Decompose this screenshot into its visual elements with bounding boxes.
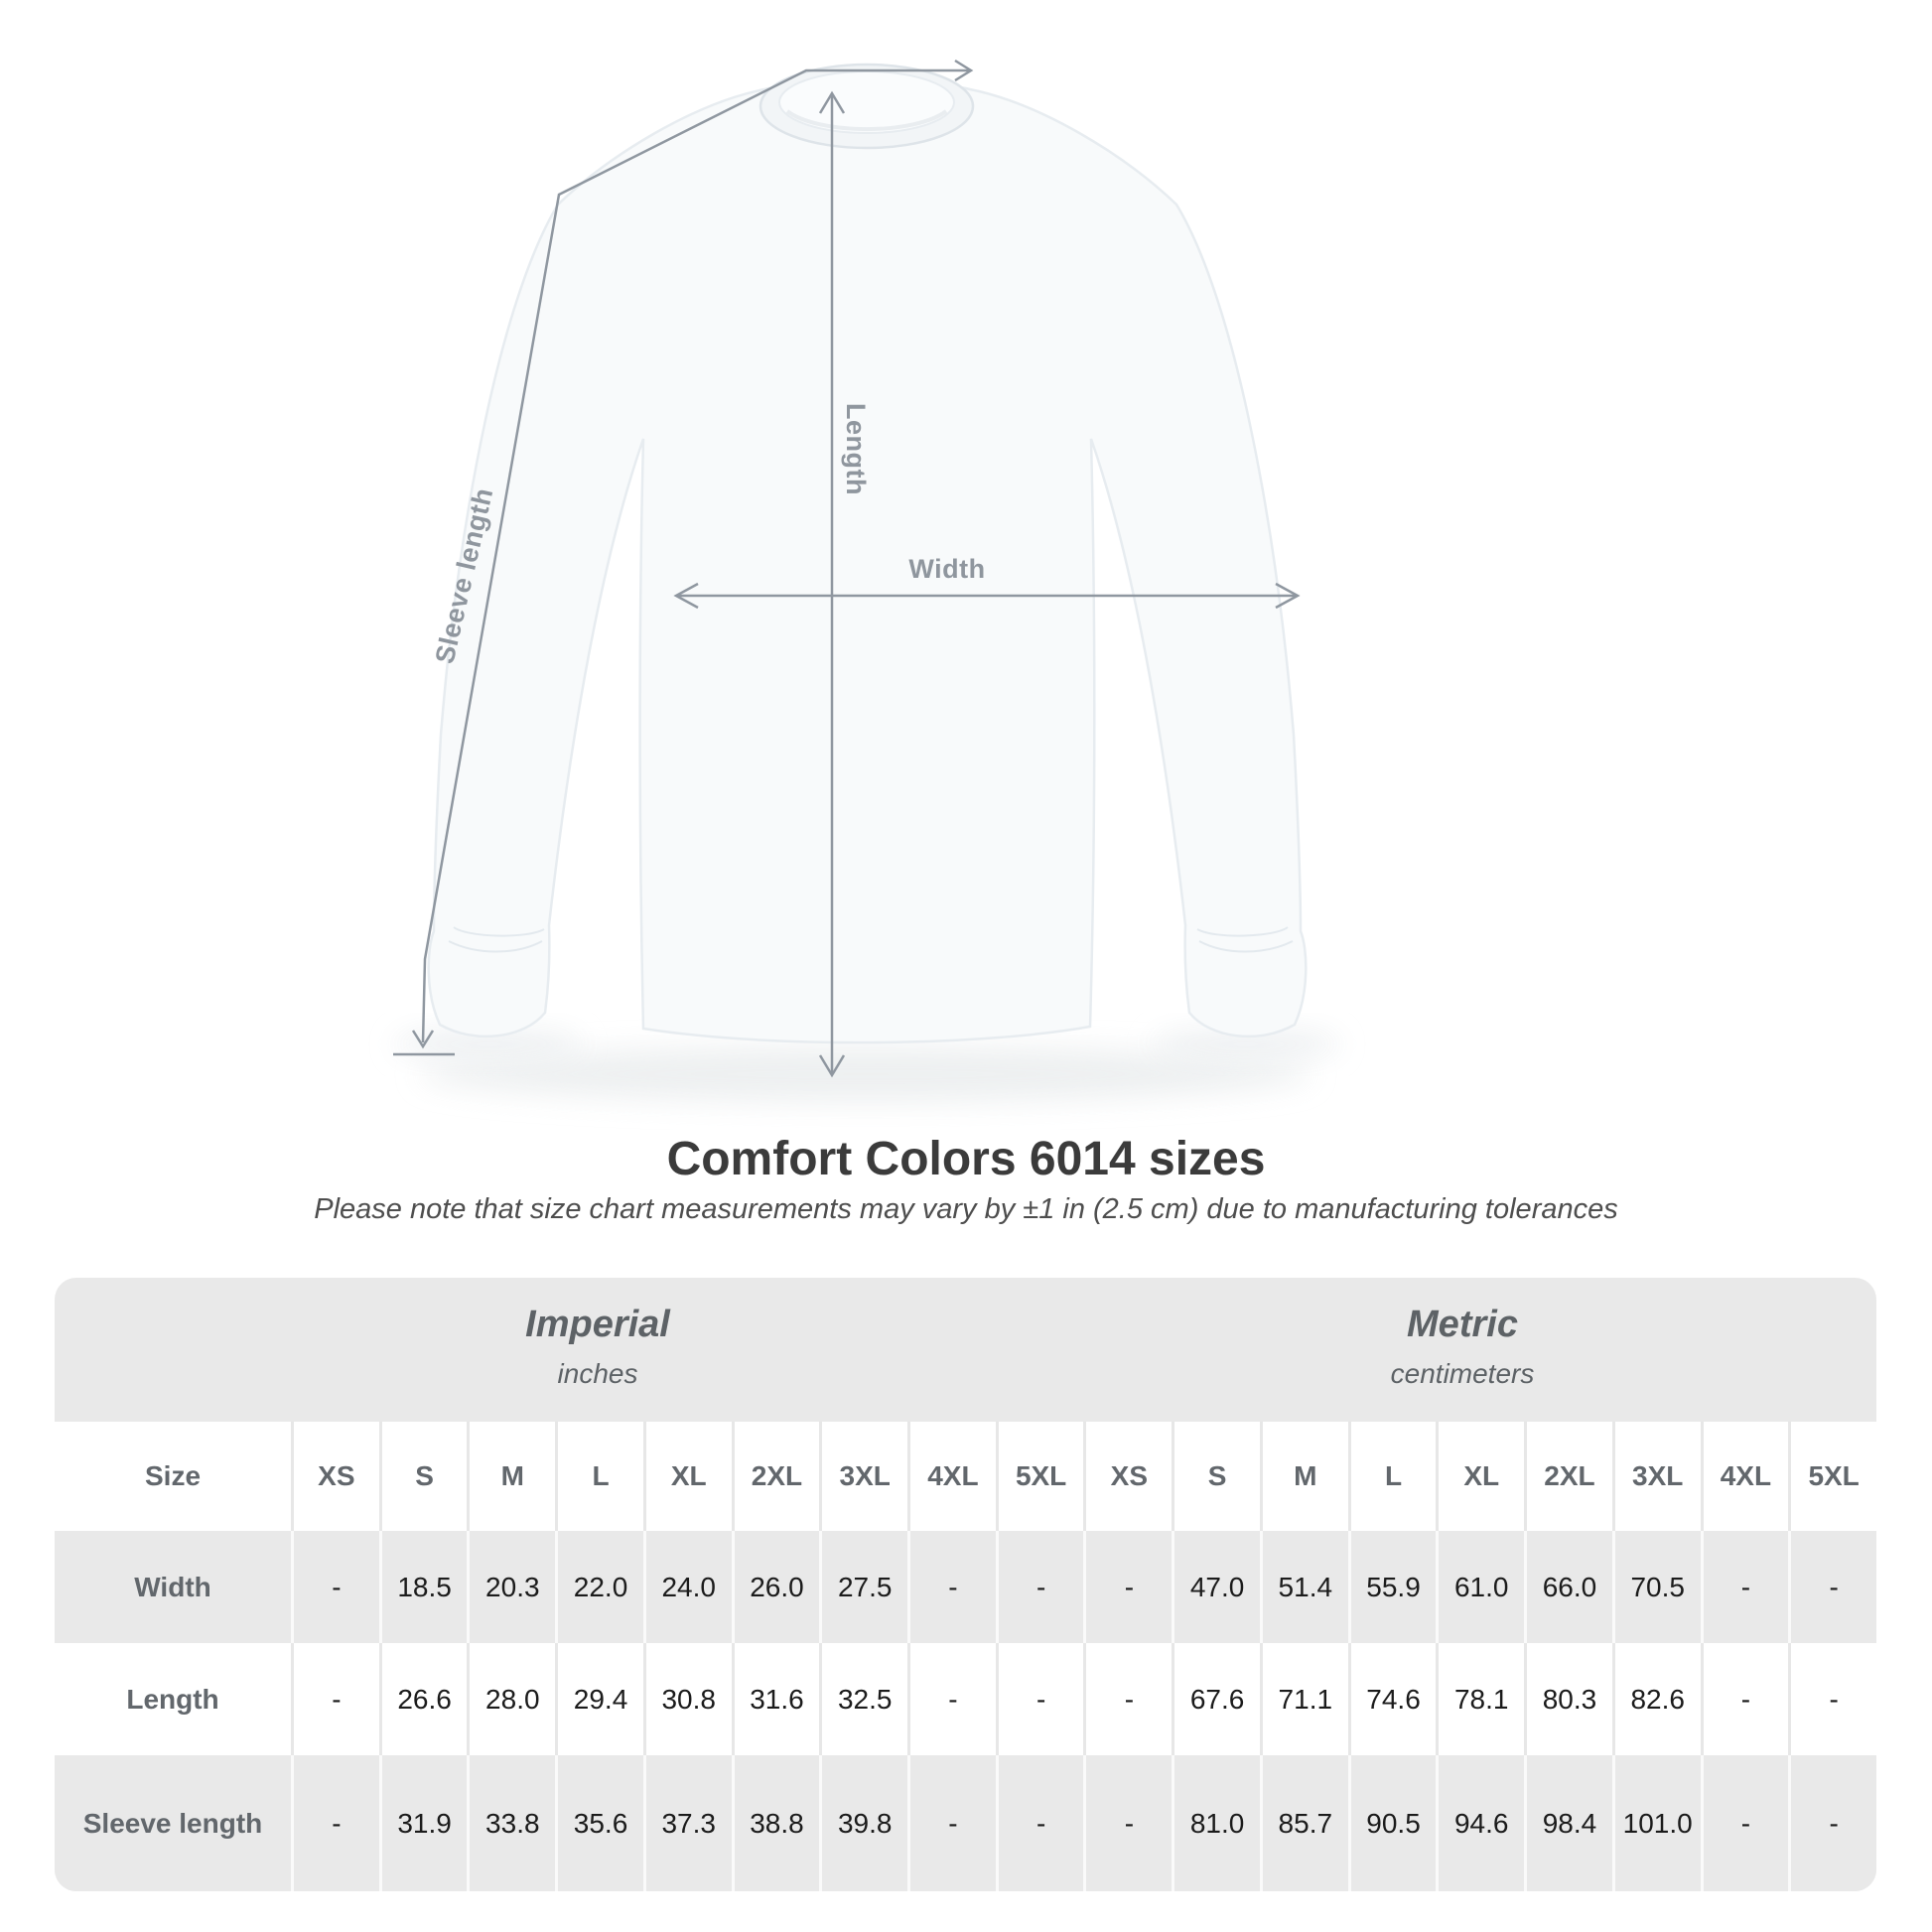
measurement-value-cell-imperial: 35.6 <box>555 1755 643 1891</box>
size-column-header-imperial: S <box>379 1422 468 1531</box>
size-column-header-metric: L <box>1348 1422 1437 1531</box>
measurement-row-label: Sleeve length <box>82 1807 263 1839</box>
measurement-value-cell-imperial: - <box>291 1531 379 1643</box>
measurement-value-cell-metric: - <box>1788 1643 1876 1755</box>
size-column-header-metric: 3XL <box>1612 1422 1701 1531</box>
measurement-row-label: Length <box>126 1683 219 1715</box>
size-column-header-imperial: XL <box>643 1422 732 1531</box>
size-table <box>55 1278 1876 1891</box>
measurement-value-cell-imperial: 37.3 <box>643 1755 732 1891</box>
measurement-value-cell-metric: 51.4 <box>1260 1531 1348 1643</box>
size-column-header-metric: 5XL <box>1788 1422 1876 1531</box>
measurement-value-cell-metric: - <box>1083 1531 1172 1643</box>
measurement-value-cell-metric: 67.6 <box>1172 1643 1260 1755</box>
size-column-header-metric: M <box>1260 1422 1348 1531</box>
measurement-value-cell-imperial: 33.8 <box>467 1755 555 1891</box>
measurement-value-cell-metric: 80.3 <box>1524 1643 1612 1755</box>
measurement-value-cell-imperial: - <box>907 1755 996 1891</box>
measurement-value-cell-imperial: 30.8 <box>643 1643 732 1755</box>
measurement-value-cell-imperial: - <box>996 1755 1084 1891</box>
size-header-row <box>55 1422 1876 1531</box>
measurement-value-cell-metric: - <box>1788 1531 1876 1643</box>
measurement-value-cell-imperial: 20.3 <box>467 1531 555 1643</box>
measurement-value-cell-imperial: 31.9 <box>379 1755 468 1891</box>
measurement-value-cell-imperial: 32.5 <box>819 1643 907 1755</box>
measurement-rows <box>55 1531 1876 1891</box>
size-column-header-imperial: 4XL <box>907 1422 996 1531</box>
measurement-row-width <box>55 1531 1876 1643</box>
measurement-row-length <box>55 1643 1876 1755</box>
measurement-value-cell-imperial: 31.6 <box>732 1643 820 1755</box>
measurement-value-cell-metric: 61.0 <box>1436 1531 1524 1643</box>
size-column-header-metric: 2XL <box>1524 1422 1612 1531</box>
measurement-value-cell-imperial: 29.4 <box>555 1643 643 1755</box>
measurement-value-cell-imperial: - <box>907 1643 996 1755</box>
metric-group-header <box>1391 1304 1535 1390</box>
unit-group-row <box>55 1278 1876 1422</box>
measurement-value-cell-metric: - <box>1083 1643 1172 1755</box>
size-corner-header: Size <box>144 1460 202 1491</box>
measurement-value-cell-metric: 66.0 <box>1524 1531 1612 1643</box>
measurement-row-sleeve-length <box>55 1755 1876 1891</box>
size-column-header-imperial: 5XL <box>996 1422 1084 1531</box>
width-annotation-label: Width <box>908 554 986 584</box>
measurement-value-cell-metric: 81.0 <box>1172 1755 1260 1891</box>
measurement-row-label: Width <box>134 1571 211 1602</box>
measurement-value-cell-imperial: 18.5 <box>379 1531 468 1643</box>
measurement-value-cell-imperial: 28.0 <box>467 1643 555 1755</box>
measurement-value-cell-metric: 47.0 <box>1172 1531 1260 1643</box>
size-column-header-metric: XS <box>1083 1422 1172 1531</box>
measurement-value-cell-metric: 90.5 <box>1348 1755 1437 1891</box>
measurement-value-cell-metric: - <box>1701 1643 1789 1755</box>
measurement-value-cell-metric: 74.6 <box>1348 1643 1437 1755</box>
measurement-value-cell-metric: - <box>1701 1531 1789 1643</box>
measurement-value-cell-metric: 98.4 <box>1524 1755 1612 1891</box>
size-column-header-imperial: M <box>467 1422 555 1531</box>
measurement-value-cell-imperial: - <box>996 1531 1084 1643</box>
metric-unit-label: centimeters <box>1390 1358 1535 1389</box>
size-column-header-imperial: 2XL <box>732 1422 820 1531</box>
metric-label: Metric <box>1407 1304 1518 1345</box>
measurement-value-cell-metric: 70.5 <box>1612 1531 1701 1643</box>
size-column-header-metric: XL <box>1436 1422 1524 1531</box>
size-column-header-metric: 4XL <box>1701 1422 1789 1531</box>
measurement-value-cell-metric: 85.7 <box>1260 1755 1348 1891</box>
measurement-value-cell-metric: 101.0 <box>1612 1755 1701 1891</box>
measurement-value-cell-imperial: 22.0 <box>555 1531 643 1643</box>
shirt-body <box>429 82 1307 1043</box>
measurement-value-cell-imperial: 38.8 <box>732 1755 820 1891</box>
size-column-header-imperial: 3XL <box>819 1422 907 1531</box>
measurement-value-cell-imperial: - <box>291 1643 379 1755</box>
measurement-value-cell-imperial: 26.6 <box>379 1643 468 1755</box>
measurement-value-cell-metric: 94.6 <box>1436 1755 1524 1891</box>
sleeve-length-annotation-label: Sleeve length <box>429 484 499 667</box>
size-column-header-metric: S <box>1172 1422 1260 1531</box>
measurement-value-cell-imperial: - <box>907 1531 996 1643</box>
size-column-header-imperial: L <box>555 1422 643 1531</box>
measurement-value-cell-metric: 78.1 <box>1436 1643 1524 1755</box>
measurement-value-cell-imperial: - <box>291 1755 379 1891</box>
chart-title: Comfort Colors 6014 sizes <box>666 1133 1266 1185</box>
measurement-value-cell-imperial: 24.0 <box>643 1531 732 1643</box>
measurement-value-cell-imperial: 26.0 <box>732 1531 820 1643</box>
measurement-value-cell-metric: - <box>1083 1755 1172 1891</box>
measurement-value-cell-metric: 82.6 <box>1612 1643 1701 1755</box>
measurement-value-cell-metric: - <box>1701 1755 1789 1891</box>
imperial-group-header <box>525 1304 670 1390</box>
measurement-value-cell-imperial: - <box>996 1643 1084 1755</box>
measurement-value-cell-imperial: 27.5 <box>819 1531 907 1643</box>
measurement-value-cell-metric: 55.9 <box>1348 1531 1437 1643</box>
tolerance-note: Please note that size chart measurements may vary by ±1 in (2.5 cm) due to manufacturing tolerances <box>314 1193 1618 1225</box>
measurement-value-cell-imperial: 39.8 <box>819 1755 907 1891</box>
imperial-label: Imperial <box>525 1304 670 1345</box>
measurement-value-cell-metric: 71.1 <box>1260 1643 1348 1755</box>
length-annotation-label: Length <box>841 403 871 495</box>
size-column-header-imperial: XS <box>291 1422 379 1531</box>
imperial-unit-label: inches <box>557 1358 638 1389</box>
measurement-value-cell-metric: - <box>1788 1755 1876 1891</box>
